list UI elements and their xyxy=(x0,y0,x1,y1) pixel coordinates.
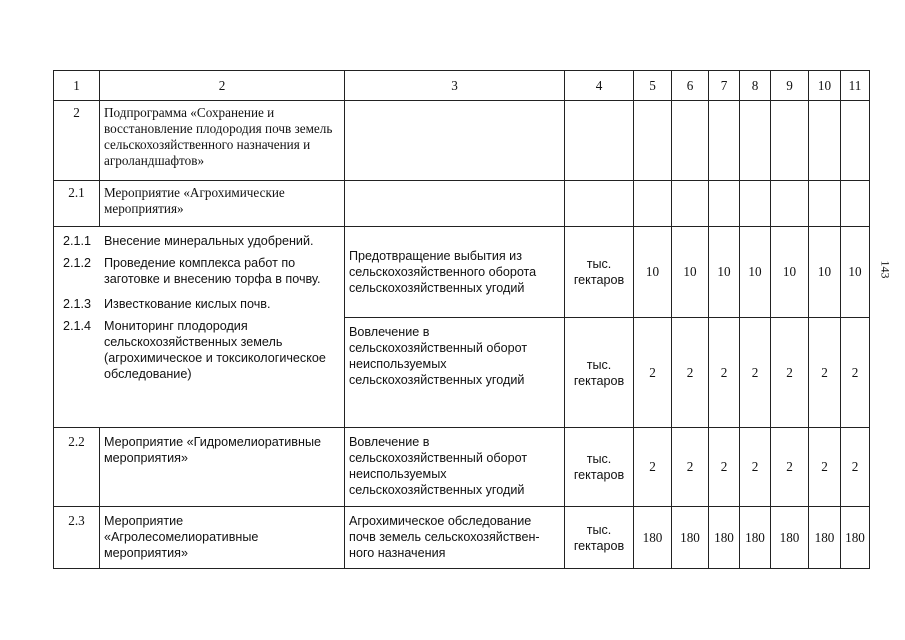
empty-cell xyxy=(634,181,672,227)
empty-cell xyxy=(841,181,870,227)
value-cell: 10 xyxy=(672,227,709,318)
list-item xyxy=(54,296,344,312)
row-title: Мероприятие «Агрохимические мероприятия» xyxy=(100,181,345,227)
value-cell: 2 xyxy=(634,318,672,428)
value-cell: 2 xyxy=(740,428,771,507)
page-number: 143 xyxy=(878,260,893,279)
value-cell: 2 xyxy=(809,428,841,507)
table-row xyxy=(54,428,870,507)
indicators-table xyxy=(53,70,870,569)
list-item xyxy=(54,233,344,249)
item-number: 2.1.2 xyxy=(62,256,91,270)
value-cell: 2 xyxy=(634,428,672,507)
unit-cell: тыс. гектаров xyxy=(565,318,634,428)
item-number: 2.1.3 xyxy=(62,297,91,311)
empty-cell xyxy=(565,101,634,181)
header-cell: 8 xyxy=(740,71,771,101)
value-cell: 180 xyxy=(771,507,809,569)
value-cell: 180 xyxy=(809,507,841,569)
unit-cell: тыс. гектаров xyxy=(565,428,634,507)
goal-cell: Вовлечение в сельскохозяйственный оборот неиспользуемых сельскохозяйственных угодий xyxy=(345,318,565,428)
table-row xyxy=(54,507,870,569)
value-cell: 180 xyxy=(740,507,771,569)
header-cell: 2 xyxy=(100,71,345,101)
empty-cell xyxy=(634,101,672,181)
item-number: 2.1.4 xyxy=(62,319,91,333)
value-cell: 2 xyxy=(672,428,709,507)
value-cell: 2 xyxy=(841,318,870,428)
value-cell: 10 xyxy=(809,227,841,318)
value-cell: 10 xyxy=(740,227,771,318)
header-row xyxy=(54,71,870,101)
empty-cell xyxy=(672,181,709,227)
value-cell: 180 xyxy=(634,507,672,569)
value-cell: 10 xyxy=(771,227,809,318)
table-row xyxy=(54,101,870,181)
empty-cell xyxy=(345,101,565,181)
value-cell: 180 xyxy=(709,507,740,569)
header-cell: 3 xyxy=(345,71,565,101)
item-number: 2.1.1 xyxy=(62,234,91,248)
item-text: Известкование кислых почв. xyxy=(104,297,271,311)
unit-cell: тыс. гектаров xyxy=(565,227,634,318)
header-cell: 10 xyxy=(809,71,841,101)
value-cell: 2 xyxy=(809,318,841,428)
empty-cell xyxy=(740,101,771,181)
header-cell: 6 xyxy=(672,71,709,101)
empty-cell xyxy=(771,181,809,227)
empty-cell xyxy=(565,181,634,227)
value-cell: 10 xyxy=(634,227,672,318)
empty-cell xyxy=(345,181,565,227)
row-title: Мероприятие «Агролесомелиоративные мероприятия» xyxy=(100,507,345,569)
value-cell: 10 xyxy=(709,227,740,318)
row-number: 2.1 xyxy=(54,181,100,227)
row-number: 2.2 xyxy=(54,428,100,507)
row-number: 2 xyxy=(54,101,100,181)
goal-cell: Агрохимическое обследование почв земель сельскохозяйствен-ного назначения xyxy=(345,507,565,569)
table-row xyxy=(54,181,870,227)
empty-cell xyxy=(809,101,841,181)
header-cell: 7 xyxy=(709,71,740,101)
value-cell: 2 xyxy=(771,318,809,428)
empty-cell xyxy=(771,101,809,181)
header-cell: 4 xyxy=(565,71,634,101)
value-cell: 2 xyxy=(709,428,740,507)
empty-cell xyxy=(672,101,709,181)
value-cell: 10 xyxy=(841,227,870,318)
table-row xyxy=(54,227,870,318)
empty-cell xyxy=(841,101,870,181)
unit-cell: тыс. гектаров xyxy=(565,507,634,569)
item-text: Мониторинг плодородия сельскохозяйственных земель (агрохимическое и токсикологическое обследование) xyxy=(104,319,326,381)
empty-cell xyxy=(809,181,841,227)
value-cell: 2 xyxy=(771,428,809,507)
value-cell: 2 xyxy=(709,318,740,428)
value-cell: 180 xyxy=(841,507,870,569)
empty-cell xyxy=(709,101,740,181)
header-cell: 11 xyxy=(841,71,870,101)
goal-cell: Вовлечение в сельскохозяйственный оборот неиспользуемых сельскохозяйственных угодий xyxy=(345,428,565,507)
empty-cell xyxy=(740,181,771,227)
item-text: Проведение комплекса работ по заготовке и внесению торфа в почву. xyxy=(104,256,321,286)
row-title: Мероприятие «Гидромелиоративные мероприятия» xyxy=(100,428,345,507)
list-item xyxy=(54,255,344,287)
list-item xyxy=(54,318,344,382)
activities-block xyxy=(54,227,345,428)
item-text: Внесение минеральных удобрений. xyxy=(104,234,314,248)
value-cell: 2 xyxy=(672,318,709,428)
value-cell: 2 xyxy=(841,428,870,507)
header-cell: 5 xyxy=(634,71,672,101)
header-cell: 9 xyxy=(771,71,809,101)
empty-cell xyxy=(709,181,740,227)
value-cell: 180 xyxy=(672,507,709,569)
goal-cell: Предотвращение выбытия из сельскохозяйственного оборота сельскохозяйственных угодий xyxy=(345,227,565,318)
header-cell: 1 xyxy=(54,71,100,101)
row-number: 2.3 xyxy=(54,507,100,569)
value-cell: 2 xyxy=(740,318,771,428)
row-title: Подпрограмма «Сохранение и восстановление плодородия почв земель сельскохозяйственного назначения и агроландшафтов» xyxy=(100,101,345,181)
